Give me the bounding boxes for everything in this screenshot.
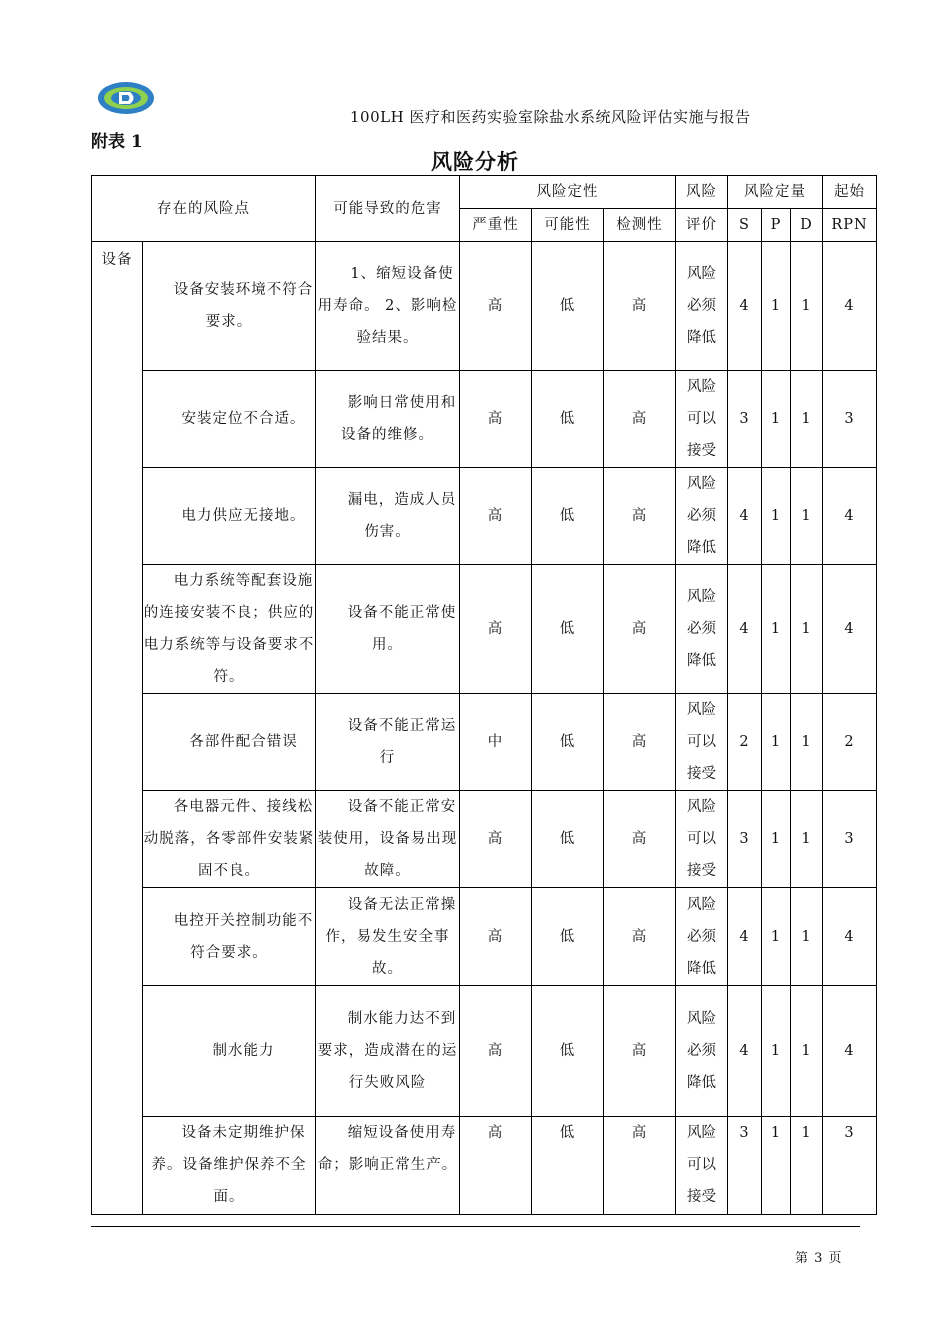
rpn-cell: 4	[823, 242, 877, 371]
evaluation-cell	[676, 791, 728, 888]
header-start-line1: 起始	[823, 176, 877, 209]
evaluation-cell	[676, 371, 728, 468]
detectability-cell: 高	[604, 242, 676, 371]
risk-point-cell: 电控开关控制功能不符合要求。	[143, 888, 316, 986]
evaluation-cell	[676, 986, 728, 1117]
evaluation-cell	[676, 1117, 728, 1215]
p-cell: 1	[762, 986, 791, 1117]
hazard-cell: 设备不能正常运行	[316, 694, 460, 791]
severity-cell: 高	[460, 986, 532, 1117]
evaluation-line: 降低	[687, 653, 716, 669]
evaluation-line: 风险	[687, 896, 716, 913]
evaluation-line: 接受	[687, 443, 716, 459]
hazard-cell: 设备无法正常操作，易发生安全事故。	[316, 888, 460, 986]
evaluation-line: 可以	[687, 1157, 716, 1173]
s-cell: 3	[728, 1117, 762, 1215]
evaluation-cell	[676, 565, 728, 694]
evaluation-line: 降低	[687, 1075, 716, 1091]
header-hazard: 可能导致的危害	[316, 176, 460, 242]
rpn-cell: 3	[823, 371, 877, 468]
header-eval-line2: 评价	[676, 209, 728, 242]
probability-cell: 低	[532, 468, 604, 565]
evaluation-cell	[676, 694, 728, 791]
s-cell: 4	[728, 242, 762, 371]
table-row	[92, 242, 877, 371]
header-detectability: 检测性	[604, 209, 676, 242]
evaluation-line: 风险	[687, 799, 716, 815]
detectability-cell: 高	[604, 986, 676, 1117]
header-d: D	[791, 209, 823, 242]
s-cell: 4	[728, 986, 762, 1117]
hazard-cell: 设备不能正常使用。	[316, 565, 460, 694]
probability-cell: 低	[532, 888, 604, 986]
p-cell: 1	[762, 694, 791, 791]
risk-point-cell: 各电器元件、接线松动脱落，各零部件安装紧固不良。	[143, 791, 316, 888]
header-severity: 严重性	[460, 209, 532, 242]
d-cell: 1	[791, 242, 823, 371]
detectability-cell: 高	[604, 791, 676, 888]
footer-divider	[91, 1226, 860, 1227]
risk-point-cell: 各部件配合错误	[143, 694, 316, 791]
s-cell: 4	[728, 565, 762, 694]
detectability-cell: 高	[604, 468, 676, 565]
evaluation-line: 风险	[687, 266, 716, 282]
table-row	[92, 565, 877, 694]
evaluation-line: 降低	[687, 960, 716, 977]
evaluation-line: 必须	[687, 508, 716, 524]
hazard-cell: 影响日常使用和设备的维修。	[316, 371, 460, 468]
risk-point-cell: 制水能力	[143, 986, 316, 1117]
p-cell: 1	[762, 791, 791, 888]
risk-analysis-table	[91, 175, 877, 1215]
s-cell: 4	[728, 468, 762, 565]
table-row	[92, 694, 877, 791]
category-cell: 设备	[92, 242, 143, 1215]
severity-cell: 中	[460, 694, 532, 791]
rpn-cell: 4	[823, 986, 877, 1117]
p-cell: 1	[762, 888, 791, 986]
evaluation-line: 风险	[687, 702, 716, 718]
s-cell: 3	[728, 371, 762, 468]
evaluation-line: 接受	[687, 863, 716, 879]
evaluation-line: 风险	[687, 589, 716, 605]
severity-cell: 高	[460, 791, 532, 888]
evaluation-line: 必须	[687, 1043, 716, 1059]
table-row	[92, 888, 877, 986]
header-risk-point: 存在的风险点	[92, 176, 316, 242]
header-s: S	[728, 209, 762, 242]
p-cell: 1	[762, 242, 791, 371]
hazard-cell: 漏电，造成人员伤害。	[316, 468, 460, 565]
evaluation-line: 接受	[687, 766, 716, 782]
header-probability: 可能性	[532, 209, 604, 242]
detectability-cell: 高	[604, 565, 676, 694]
d-cell: 1	[791, 371, 823, 468]
table-row	[92, 468, 877, 565]
evaluation-cell	[676, 242, 728, 371]
s-cell: 2	[728, 694, 762, 791]
rpn-cell: 4	[823, 888, 877, 986]
header-qualitative: 风险定性	[460, 176, 676, 209]
rpn-cell: 4	[823, 565, 877, 694]
evaluation-line: 风险	[687, 1125, 716, 1141]
detectability-cell: 高	[604, 888, 676, 986]
detectability-cell: 高	[604, 1117, 676, 1215]
p-cell: 1	[762, 1117, 791, 1215]
severity-cell: 高	[460, 888, 532, 986]
detectability-cell: 高	[604, 371, 676, 468]
risk-point-cell: 设备安装环境不符合要求。	[143, 242, 316, 371]
header-row-1	[92, 176, 877, 209]
p-cell: 1	[762, 371, 791, 468]
rpn-cell: 3	[823, 791, 877, 888]
evaluation-line: 降低	[687, 540, 716, 556]
evaluation-line: 降低	[687, 330, 716, 346]
p-cell: 1	[762, 565, 791, 694]
evaluation-line: 风险	[687, 476, 716, 492]
hazard-cell: 1、缩短设备使用寿命。 2、影响检验结果。	[316, 242, 460, 371]
evaluation-line: 可以	[687, 734, 716, 750]
rpn-cell: 3	[823, 1117, 877, 1215]
evaluation-line: 风险	[687, 1011, 716, 1027]
risk-point-cell: 电力系统等配套设施的连接安装不良；供应的电力系统等与设备要求不符。	[143, 565, 316, 694]
evaluation-line: 接受	[687, 1189, 716, 1205]
rpn-cell: 2	[823, 694, 877, 791]
d-cell: 1	[791, 694, 823, 791]
evaluation-line: 可以	[687, 831, 716, 847]
probability-cell: 低	[532, 565, 604, 694]
probability-cell: 低	[532, 242, 604, 371]
evaluation-line: 必须	[687, 621, 716, 637]
page-number: 第 3 页	[795, 1251, 843, 1266]
table-title: 风险分析	[431, 149, 519, 174]
severity-cell: 高	[460, 468, 532, 565]
rpn-cell: 4	[823, 468, 877, 565]
severity-cell: 高	[460, 1117, 532, 1215]
hazard-cell: 缩短设备使用寿命；影响正常生产。	[316, 1117, 460, 1215]
table-row	[92, 986, 877, 1117]
d-cell: 1	[791, 888, 823, 986]
document-title: 100LH 医疗和医药实验室除盐水系统风险评估实施与报告	[350, 108, 751, 126]
probability-cell: 低	[532, 694, 604, 791]
header-start-line2: RPN	[823, 209, 877, 242]
evaluation-line: 必须	[687, 298, 716, 314]
appendix-label: 附表 1	[91, 132, 143, 152]
severity-cell: 高	[460, 242, 532, 371]
d-cell: 1	[791, 468, 823, 565]
probability-cell: 低	[532, 1117, 604, 1215]
evaluation-line: 必须	[687, 928, 716, 945]
d-cell: 1	[791, 791, 823, 888]
d-cell: 1	[791, 1117, 823, 1215]
table-row	[92, 791, 877, 888]
detectability-cell: 高	[604, 694, 676, 791]
d-cell: 1	[791, 986, 823, 1117]
risk-point-cell: 电力供应无接地。	[143, 468, 316, 565]
severity-cell: 高	[460, 371, 532, 468]
p-cell: 1	[762, 468, 791, 565]
company-logo	[97, 81, 155, 115]
d-cell: 1	[791, 565, 823, 694]
s-cell: 3	[728, 791, 762, 888]
evaluation-line: 可以	[687, 411, 716, 427]
table-row	[92, 371, 877, 468]
header-eval-line1: 风险	[676, 176, 728, 209]
risk-point-cell: 设备未定期维护保养。设备维护保养不全面。	[143, 1117, 316, 1215]
header-quantitative: 风险定量	[728, 176, 823, 209]
hazard-cell: 制水能力达不到要求，造成潜在的运行失败风险	[316, 986, 460, 1117]
risk-table-body	[92, 242, 877, 1215]
s-cell: 4	[728, 888, 762, 986]
evaluation-line: 风险	[687, 379, 716, 395]
probability-cell: 低	[532, 371, 604, 468]
severity-cell: 高	[460, 565, 532, 694]
header-p: P	[762, 209, 791, 242]
hazard-cell: 设备不能正常安装使用，设备易出现故障。	[316, 791, 460, 888]
evaluation-cell	[676, 888, 728, 986]
risk-point-cell: 安装定位不合适。	[143, 371, 316, 468]
probability-cell: 低	[532, 986, 604, 1117]
probability-cell: 低	[532, 791, 604, 888]
table-row	[92, 1117, 877, 1215]
evaluation-cell	[676, 468, 728, 565]
